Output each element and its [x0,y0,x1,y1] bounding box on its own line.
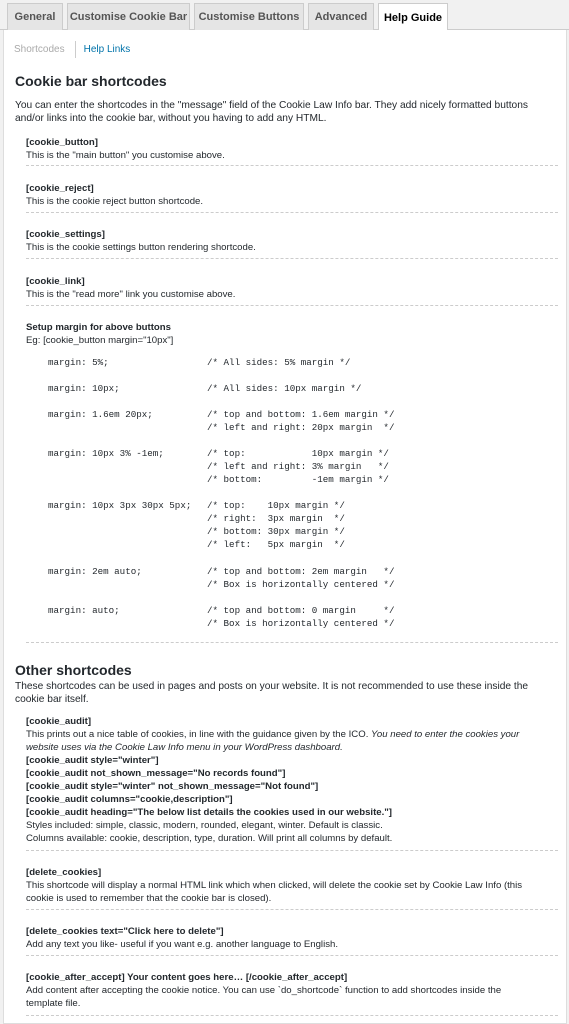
margin-code: margin: 10px; [48,383,120,394]
subnav-help-links[interactable]: Help Links [83,43,131,55]
margin-comment: /* Box is horizontally centered */ [207,579,395,590]
other-intro-line-2: cookie bar itself. [15,694,89,705]
margin-code: margin: 5%; [48,357,109,368]
shortcode-desc: template file. [26,998,81,1009]
shortcode-title: [cookie_button] [26,137,98,148]
margin-setup-example: Eg: [cookie_button margin="10px"] [26,335,174,346]
margin-comment: /* top and bottom: 1.6em margin */ [207,409,395,420]
margin-code: margin: auto; [48,605,120,616]
audit-variant: [cookie_audit heading="The below list details the cookies used in our website."] [26,807,393,818]
shortcode-cookie-link [26,275,558,306]
margin-code: margin: 1.6em 20px; [48,409,153,420]
shortcode-desc: This is the "read more" link you customise above. [26,289,236,300]
shortcode-title: [cookie_reject] [26,183,94,194]
subnav-divider [75,41,76,58]
margin-setup-title: Setup margin for above buttons [26,322,171,333]
other-intro-line-1: These shortcodes can be used in pages and posts on your website. It is not recommended to use these inside the [15,681,529,692]
audit-desc-line-2 [26,741,558,754]
shortcode-desc: Add content after accepting the cookie notice. You can use `do_shortcode` function to add shortcodes inside the [26,985,502,996]
shortcode-desc: This is the cookie settings button rendering shortcode. [26,242,256,253]
audit-columns: Columns available: cookie, description, type, duration. Will print all columns by default. [26,833,393,844]
settings-tabs [0,0,569,30]
shortcode-cookie-reject [26,182,558,213]
shortcode-delete-cookies-text [26,925,558,956]
margin-setup-block [26,321,173,347]
margin-comment: /* All sides: 10px margin */ [207,383,362,394]
tab-customise-buttons[interactable]: Customise Buttons [194,3,304,30]
sub-navigation [14,41,130,57]
margin-code: margin: 10px 3% -1em; [48,448,164,459]
margin-example-row [48,604,395,669]
shortcode-title: [delete_cookies] [26,867,102,878]
cookie-bar-shortcodes-heading: Cookie bar shortcodes [15,73,167,89]
margin-comment: /* left and right: 20px margin */ [207,422,395,433]
divider [26,642,558,643]
shortcode-desc: This shortcode will display a normal HTML link which when clicked, will delete the cookie set by Cookie Law Info (this [26,880,523,891]
other-shortcodes-heading: Other shortcodes [15,662,132,678]
shortcode-title: [cookie_link] [26,276,85,287]
margin-comment: /* bottom: -1em margin */ [207,474,389,485]
shortcode-title: [cookie_audit] [26,716,92,727]
shortcode-desc: Add any text you like- useful if you want e.g. another language to English. [26,939,338,950]
shortcode-title: [delete_cookies text="Click here to delete"] [26,926,224,937]
help-guide-panel [3,30,567,1024]
audit-variant: [cookie_audit not_shown_message="No records found"] [26,768,286,779]
cookie-bar-intro-line-2: and/or links into the cookie bar, without you having to add any HTML. [15,113,327,124]
cookie-bar-intro-line-1: You can enter the shortcodes in the "message" field of the Cookie Law Info bar. They add nicely formatted buttons [15,100,528,111]
margin-comment: /* All sides: 5% margin */ [207,357,351,368]
margin-comment: /* right: 3px margin */ [207,513,345,524]
margin-code: margin: 2em auto; [48,566,142,577]
audit-variant: [cookie_audit columns="cookie,description"] [26,794,233,805]
margin-comment: /* bottom: 30px margin */ [207,526,345,537]
shortcode-cookie-button [26,136,558,166]
margin-comment: /* left: 5px margin */ [207,539,345,550]
audit-desc-line-1 [26,728,558,741]
shortcode-desc: cookie is used to remember that the cookie bar is closed). [26,893,272,904]
shortcode-delete-cookies [26,866,558,910]
margin-comment: /* top: 10px margin */ [207,448,389,459]
shortcode-cookie-settings [26,228,558,259]
audit-variant: [cookie_audit style="winter"] [26,755,159,766]
shortcode-desc: This is the cookie reject button shortcode. [26,196,204,207]
audit-desc-italic: You need to enter the cookies your [371,729,520,740]
shortcode-title: [cookie_settings] [26,229,105,240]
audit-desc-italic: website uses via the Cookie Law Info menu in your WordPress dashboard. [26,742,343,753]
margin-comment: /* top and bottom: 2em margin */ [207,566,395,577]
tab-advanced[interactable]: Advanced [308,3,374,30]
margin-comment: /* top and bottom: 0 margin */ [207,605,395,616]
audit-styles: Styles included: simple, classic, modern, rounded, elegant, winter. Default is classic. [26,820,383,831]
subnav-shortcodes[interactable]: Shortcodes [14,43,65,55]
shortcode-desc: This is the "main button" you customise above. [26,150,225,161]
shortcode-cookie-audit [26,715,558,851]
margin-comment: /* Box is horizontally centered */ [207,618,395,629]
margin-code: margin: 10px 3px 30px 5px; [48,500,192,511]
tab-help-guide[interactable]: Help Guide [378,3,448,31]
shortcode-title: [cookie_after_accept] Your content goes here… [/cookie_after_accept] [26,972,348,983]
audit-variant: [cookie_audit style="winter" not_shown_message="Not found"] [26,781,319,792]
margin-comment: /* top: 10px margin */ [207,500,345,511]
audit-desc: This prints out a nice table of cookies, in line with the guidance given by the ICO. [26,729,369,740]
shortcode-cookie-after-accept [26,971,558,1016]
margin-comment: /* left and right: 3% margin */ [207,461,389,472]
tab-general[interactable]: General [7,3,63,30]
tab-customise-cookie-bar[interactable]: Customise Cookie Bar [67,3,190,30]
